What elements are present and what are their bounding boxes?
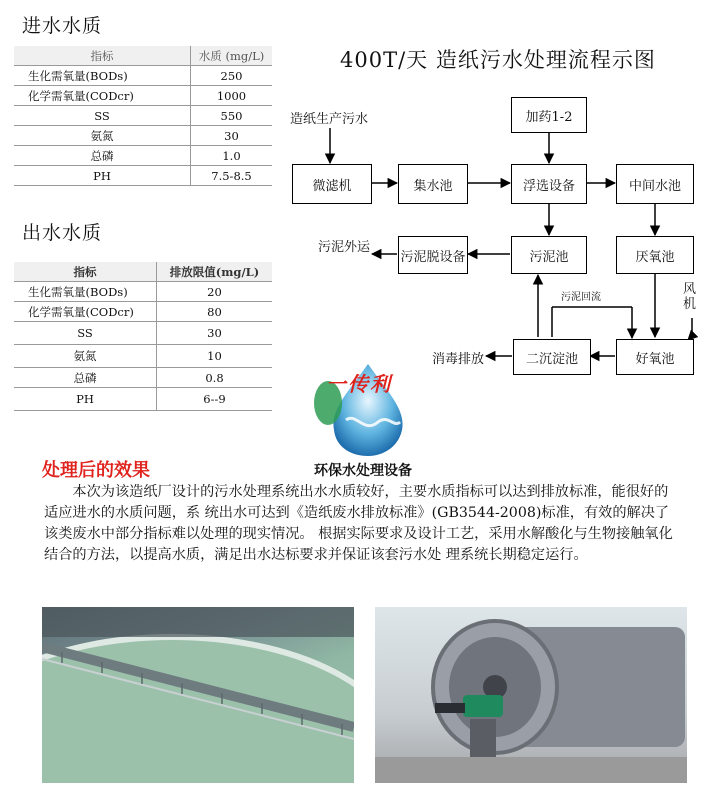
cell-value: 250 xyxy=(191,66,273,86)
node-collect-pool: 集水池 xyxy=(398,164,468,204)
effect-paragraph: 本次为该造纸厂设计的污水处理系统出水水质较好，主要水质指标可以达到排放标准，能很好的适应进水的水质问题，系 统出水可达到《造纸废水排放标准》(GB3544-2008)标准，有效的解决了该类废水中部分指标难以处理的现实情况。 根据实际要求及设计工艺，采用水解酸化与生物接触氧化结合的方法，以提高水质，满足出水达标要求并保证该套污水处 理系统长期稳定运行。 xyxy=(44,484,673,563)
inlet-title: 进水水质 xyxy=(22,15,103,37)
brand-logo xyxy=(308,358,428,458)
cell-value: 10 xyxy=(157,345,273,368)
cell-indicator: 氨氮 xyxy=(14,345,157,368)
cell-value: 0.8 xyxy=(157,368,273,388)
node-anaerobic: 厌氧池 xyxy=(616,236,694,274)
cell-value: 30 xyxy=(157,322,273,345)
header-value: 水质 (mg/L) xyxy=(191,46,273,66)
cell-indicator: PH xyxy=(14,166,191,186)
cell-indicator: 氨氮 xyxy=(14,126,191,146)
tank-illustration xyxy=(42,607,354,783)
cell-value: 7.5-8.5 xyxy=(191,166,273,186)
cell-value: 1000 xyxy=(191,86,273,106)
node-middle-pool: 中间水池 xyxy=(616,164,694,204)
node-sludge-pool: 污泥池 xyxy=(511,236,587,274)
cell-indicator: PH xyxy=(14,388,157,411)
header-indicator: 指标 xyxy=(14,46,191,66)
cell-value: 30 xyxy=(191,126,273,146)
cell-indicator: SS xyxy=(14,106,191,126)
node-aerobic: 好氧池 xyxy=(616,339,694,375)
photo-sedimentation-tank xyxy=(42,607,354,783)
node-secondary: 二沉淀池 xyxy=(513,339,591,375)
cell-indicator: 总磷 xyxy=(14,146,191,166)
cell-indicator: 生化需氧量(BODs) xyxy=(14,66,191,86)
flow-title: 400T/天 造纸污水处理流程示图 xyxy=(340,48,656,72)
label-sludge-return: 污泥回流 xyxy=(561,292,601,303)
cell-value: 6--9 xyxy=(157,388,273,411)
label-disinfect: 消毒排放 xyxy=(432,352,485,367)
logo-brand-text: 一传利 xyxy=(326,372,392,396)
node-micro-filter: 微滤机 xyxy=(292,164,372,204)
cell-value: 1.0 xyxy=(191,146,273,166)
cell-value: 550 xyxy=(191,106,273,126)
cell-indicator: 化学需氧量(CODcr) xyxy=(14,86,191,106)
node-flotation: 浮选设备 xyxy=(511,164,587,204)
photo-drum-filter xyxy=(375,607,687,783)
outlet-title: 出水水质 xyxy=(22,222,103,244)
effect-heading: 处理后的效果 xyxy=(42,460,150,481)
cell-indicator: 总磷 xyxy=(14,368,157,388)
drum-filter-illustration xyxy=(375,607,687,783)
cell-value: 20 xyxy=(157,282,273,302)
cell-indicator: 生化需氧量(BODs) xyxy=(14,282,157,302)
cell-value: 80 xyxy=(157,302,273,322)
label-fan: 风机 xyxy=(683,282,697,312)
node-dewater: 污泥脱设备 xyxy=(398,236,468,274)
label-sludge-out: 污泥外运 xyxy=(318,240,371,255)
cell-indicator: 化学需氧量(CODcr) xyxy=(14,302,157,322)
label-source: 造纸生产污水 xyxy=(290,112,369,127)
node-dosing: 加药1-2 xyxy=(511,97,587,133)
cell-indicator: SS xyxy=(14,322,157,345)
header-limit: 排放限值(mg/L) xyxy=(157,262,273,282)
logo-caption: 环保水处理设备 xyxy=(314,463,412,479)
header-indicator: 指标 xyxy=(14,262,157,282)
